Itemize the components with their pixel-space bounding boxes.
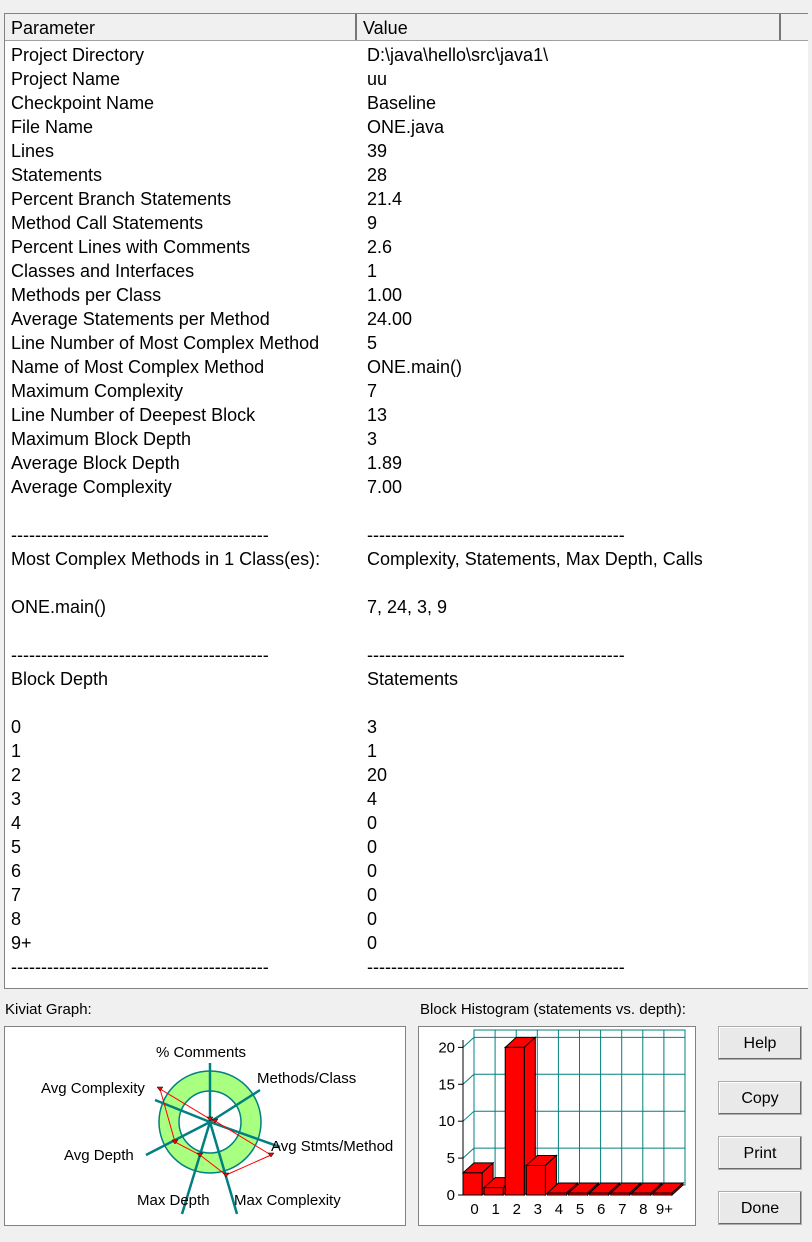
column-header-value[interactable]: Value <box>357 14 781 40</box>
table-row[interactable] <box>11 811 378 835</box>
value-cell: 24.00 <box>367 309 413 329</box>
parameter-cell: Most Complex Methods in 1 Class(es): <box>11 549 321 569</box>
parameter-cell: Name of Most Complex Method <box>11 357 265 377</box>
parameter-cell: ------------------------------------------- <box>11 525 269 545</box>
value-cell: 0 <box>367 813 378 833</box>
parameter-cell: 1 <box>11 741 22 761</box>
table-row[interactable] <box>11 907 378 931</box>
value-cell: 0 <box>367 885 378 905</box>
parameter-cell: Percent Branch Statements <box>11 189 232 209</box>
table-header <box>5 14 808 41</box>
parameter-cell: Checkpoint Name <box>11 93 155 113</box>
kiviat-axis-label: Avg Depth <box>64 1147 134 1164</box>
value-cell: ONE.java <box>367 117 445 137</box>
column-header-filler <box>781 14 809 40</box>
histogram-gridline-side <box>463 1074 474 1084</box>
parameter-cell: Maximum Complexity <box>11 381 184 401</box>
parameter-cell: Line Number of Most Complex Method <box>11 333 320 353</box>
kiviat-title: Kiviat Graph: <box>5 1001 92 1018</box>
value-cell: 0 <box>367 909 378 929</box>
parameter-cell: 6 <box>11 861 22 881</box>
parameter-cell: Classes and Interfaces <box>11 261 195 281</box>
parameter-cell: ONE.main() <box>11 597 107 617</box>
parameter-cell: 0 <box>11 717 22 737</box>
kiviat-axis-label: Max Complexity <box>234 1192 341 1209</box>
histogram-xtick-label: 0 <box>470 1201 479 1218</box>
table-row[interactable] <box>11 643 625 667</box>
table-row[interactable] <box>11 859 378 883</box>
value-cell: ------------------------------------------- <box>367 645 625 665</box>
kiviat-axis-label: Methods/Class <box>257 1070 357 1087</box>
table-row[interactable] <box>11 739 378 763</box>
parameter-cell: Average Complexity <box>11 477 172 497</box>
histogram-bar-front <box>463 1173 482 1195</box>
parameter-cell: 9+ <box>11 933 32 953</box>
value-cell: ONE.main() <box>367 357 463 377</box>
value-cell: 1.89 <box>367 453 403 473</box>
histogram-bar-front <box>484 1188 503 1195</box>
value-cell: ------------------------------------------- <box>367 525 625 545</box>
parameter-cell: Project Directory <box>11 45 145 65</box>
parameter-cell: Method Call Statements <box>11 213 204 233</box>
value-cell: D:\java\hello\src\java1\ <box>367 45 549 65</box>
histogram-bar-front <box>505 1047 524 1195</box>
parameter-cell: File Name <box>11 117 94 137</box>
histogram-bar-front <box>632 1193 651 1195</box>
table-row[interactable] <box>11 139 388 163</box>
value-cell: 2.6 <box>367 237 393 257</box>
value-cell: 13 <box>367 405 388 425</box>
histogram-bar-front <box>569 1193 588 1195</box>
histogram-bar-front <box>526 1165 545 1195</box>
table-row[interactable] <box>11 379 378 403</box>
table-row[interactable] <box>11 475 403 499</box>
value-cell: Complexity, Statements, Max Depth, Calls <box>367 549 703 569</box>
histogram-svg <box>419 1027 695 1225</box>
table-row[interactable] <box>11 451 403 475</box>
parameter-cell: Line Number of Deepest Block <box>11 405 256 425</box>
value-cell: uu <box>367 69 388 89</box>
copy-button[interactable]: Copy <box>718 1081 802 1115</box>
histogram-xtick-label: 1 <box>491 1201 500 1218</box>
parameter-cell: Lines <box>11 141 55 161</box>
value-cell: 7.00 <box>367 477 403 497</box>
value-cell: 1 <box>367 741 378 761</box>
table-row[interactable] <box>11 883 378 907</box>
parameter-cell: 2 <box>11 765 22 785</box>
parameter-cell: 5 <box>11 837 22 857</box>
histogram-bar-front <box>653 1193 672 1195</box>
table-row[interactable] <box>11 235 393 259</box>
parameter-cell: Methods per Class <box>11 285 162 305</box>
table-row[interactable] <box>11 787 378 811</box>
parameter-cell: 7 <box>11 885 22 905</box>
histogram-bar-front <box>590 1193 609 1195</box>
table-row[interactable] <box>11 547 703 571</box>
value-cell: 0 <box>367 861 378 881</box>
kiviat-graph <box>4 1026 406 1226</box>
value-cell: 28 <box>367 165 388 185</box>
histogram-bar-front <box>547 1193 566 1195</box>
print-button[interactable]: Print <box>718 1136 802 1170</box>
parameter-cell: 3 <box>11 789 22 809</box>
table-row[interactable] <box>11 355 463 379</box>
kiviat-axis-label: Avg Complexity <box>41 1080 145 1097</box>
table-row[interactable] <box>11 67 388 91</box>
table-row[interactable] <box>11 715 378 739</box>
histogram-gridline-side <box>463 1148 474 1158</box>
table-row[interactable] <box>11 427 378 451</box>
value-cell: 3 <box>367 717 378 737</box>
histogram-xtick-label: 7 <box>618 1201 627 1218</box>
table-row[interactable] <box>11 163 388 187</box>
histogram-gridline-side <box>463 1037 474 1047</box>
value-cell: 4 <box>367 789 378 809</box>
histogram-xtick-label: 9+ <box>655 1201 674 1218</box>
value-cell: Baseline <box>367 93 437 113</box>
kiviat-svg <box>5 1027 405 1225</box>
value-cell: 7 <box>367 381 378 401</box>
parameter-cell: ------------------------------------------- <box>11 957 269 977</box>
value-cell: ------------------------------------------- <box>367 957 625 977</box>
metrics-table <box>4 13 808 989</box>
value-cell: 21.4 <box>367 189 403 209</box>
block-histogram <box>418 1026 696 1226</box>
histogram-ytick-label: 15 <box>438 1076 455 1094</box>
histogram-xtick-label: 8 <box>639 1201 648 1218</box>
value-cell: 0 <box>367 933 378 953</box>
histogram-ytick-label: 5 <box>446 1150 455 1168</box>
table-row[interactable] <box>11 763 388 787</box>
value-cell: Statements <box>367 669 459 689</box>
histogram-title: Block Histogram (statements vs. depth): <box>420 1001 686 1018</box>
value-cell: 5 <box>367 333 378 353</box>
histogram-xtick-label: 4 <box>554 1201 564 1218</box>
table-row[interactable] <box>11 283 403 307</box>
table-row[interactable] <box>11 211 378 235</box>
parameter-cell: Maximum Block Depth <box>11 429 192 449</box>
histogram-ytick-label: 20 <box>438 1039 455 1057</box>
value-cell: 1.00 <box>367 285 403 305</box>
histogram-xtick-label: 5 <box>575 1201 585 1218</box>
table-row[interactable] <box>11 523 625 547</box>
value-cell: 9 <box>367 213 378 233</box>
parameter-cell: 4 <box>11 813 22 833</box>
kiviat-axis-label: Max Depth <box>137 1192 210 1209</box>
value-cell: 20 <box>367 765 388 785</box>
table-row[interactable] <box>11 91 437 115</box>
parameter-cell: Statements <box>11 165 103 185</box>
parameter-cell: 8 <box>11 909 22 929</box>
histogram-ytick-label: 10 <box>438 1113 455 1131</box>
done-button[interactable]: Done <box>718 1191 802 1225</box>
parameter-cell: ------------------------------------------- <box>11 645 269 665</box>
table-row[interactable] <box>11 667 459 691</box>
kiviat-axis-label: Avg Stmts/Method <box>271 1138 394 1155</box>
parameter-cell: Average Statements per Method <box>11 309 270 329</box>
table-row[interactable] <box>11 403 388 427</box>
value-cell: 39 <box>367 141 388 161</box>
parameter-cell: Average Block Depth <box>11 453 180 473</box>
value-cell: 3 <box>367 429 378 449</box>
histogram-xtick-label: 3 <box>533 1201 543 1218</box>
histogram-xtick-label: 2 <box>512 1201 521 1218</box>
histogram-ytick-label: 0 <box>446 1187 455 1204</box>
table-row[interactable] <box>11 955 625 979</box>
table-row[interactable] <box>11 835 378 859</box>
parameter-cell: Block Depth <box>11 669 109 689</box>
histogram-gridline-side <box>463 1111 474 1121</box>
help-button[interactable]: Help <box>718 1026 802 1060</box>
table-row[interactable] <box>11 307 413 331</box>
table-row[interactable] <box>11 331 378 355</box>
histogram-bar-front <box>611 1193 630 1195</box>
table-row[interactable] <box>11 187 403 211</box>
table-row[interactable] <box>11 259 378 283</box>
parameter-cell: Project Name <box>11 69 121 89</box>
histogram-xtick-label: 6 <box>596 1201 606 1218</box>
table-row[interactable] <box>11 43 549 67</box>
table-row[interactable] <box>11 931 378 955</box>
column-header-parameter[interactable]: Parameter <box>5 14 357 40</box>
value-cell: 0 <box>367 837 378 857</box>
table-row[interactable] <box>11 595 448 619</box>
kiviat-data-point <box>223 1173 229 1177</box>
value-cell: 1 <box>367 261 378 281</box>
table-row[interactable] <box>11 115 445 139</box>
kiviat-axis-label: % Comments <box>156 1044 247 1061</box>
value-cell: 7, 24, 3, 9 <box>367 597 448 617</box>
parameter-cell: Percent Lines with Comments <box>11 237 251 257</box>
